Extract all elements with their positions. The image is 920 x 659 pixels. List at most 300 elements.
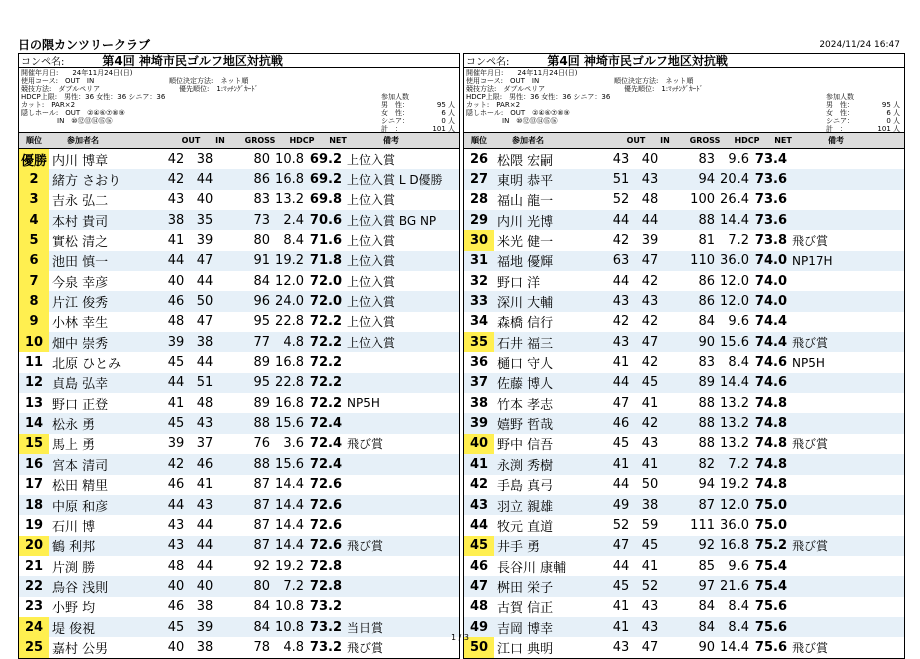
net-cell: 72.4 — [309, 456, 342, 472]
in-cell: 47 — [641, 639, 659, 655]
net-cell: 72.2 — [309, 395, 342, 411]
out-cell: 44 — [167, 497, 185, 513]
table-header — [19, 133, 459, 149]
header-net: NET — [774, 136, 792, 145]
table-row — [464, 230, 904, 250]
participant-counts — [381, 93, 455, 133]
in-cell: 39 — [196, 233, 214, 249]
hdcp-cell: 26.4 — [720, 192, 749, 208]
gross-cell: 90 — [698, 639, 715, 655]
competition-title: 第4回 神埼市民ゴルフ地区対抗戦 — [102, 54, 283, 68]
rank-cell: 26 — [469, 151, 489, 167]
in-cell: 52 — [641, 578, 659, 594]
remarks-cell: 上位入賞 BG NP — [347, 213, 437, 228]
net-cell: 75.2 — [754, 538, 787, 554]
rank-cell: 31 — [469, 253, 489, 269]
count-women: 女 性： 6 人 — [381, 109, 455, 117]
table-row — [19, 149, 459, 169]
net-cell: 74.8 — [754, 477, 787, 493]
cut-line: カット: PAR×2 — [21, 101, 76, 109]
in-cell: 35 — [196, 212, 214, 228]
rank-cell: 3 — [19, 190, 49, 210]
in-cell: 42 — [641, 314, 659, 330]
gross-cell: 95 — [253, 375, 270, 391]
rank-cell: 13 — [24, 395, 44, 411]
header-gross: GROSS — [244, 136, 276, 145]
out-cell: 42 — [167, 172, 185, 188]
hdcp-cell: 8.4 — [728, 355, 749, 371]
rank-cell: 40 — [464, 434, 494, 454]
gross-cell: 73 — [253, 212, 270, 228]
name-cell: 樋口 守人 — [497, 357, 554, 373]
hdcp-cell: 12.0 — [275, 273, 304, 289]
remarks-cell: 上位入賞 — [347, 295, 396, 310]
remarks-cell: 飛び賞 — [347, 539, 384, 554]
out-cell: 42 — [167, 456, 185, 472]
rank-cell: 15 — [19, 434, 49, 454]
rank-cell: 25 — [19, 637, 49, 657]
header-hdcp: HDCP — [734, 136, 760, 145]
table-row — [19, 169, 459, 189]
out-cell: 43 — [167, 538, 185, 554]
out-cell: 44 — [167, 375, 185, 391]
name-cell: 永渕 秀樹 — [497, 458, 554, 474]
gross-cell: 84 — [698, 599, 715, 615]
in-cell: 42 — [641, 273, 659, 289]
rank-cell: 32 — [469, 273, 489, 289]
rank-method: 順位決定方法: ネット順 — [169, 77, 249, 85]
name-cell: 本村 貴司 — [52, 214, 109, 230]
net-cell: 74.0 — [754, 253, 787, 269]
gross-cell: 86 — [698, 273, 715, 289]
rank-method: 順位決定方法: ネット順 — [614, 77, 694, 85]
table-row — [464, 373, 904, 393]
hdcp-cell: 12.0 — [720, 273, 749, 289]
gross-cell: 97 — [698, 578, 715, 594]
rank-cell: 36 — [469, 355, 489, 371]
out-cell: 63 — [612, 253, 630, 269]
name-cell: 北原 ひとみ — [52, 357, 122, 373]
rank-cell: 22 — [24, 578, 44, 594]
remarks-cell: NP5H — [347, 396, 380, 411]
rank-cell: 49 — [469, 619, 489, 635]
net-cell: 74.6 — [754, 355, 787, 371]
name-cell: 松永 勇 — [52, 418, 96, 434]
hdcp-cell: 14.4 — [275, 538, 304, 554]
net-cell: 73.8 — [754, 233, 787, 249]
count-women: 女 性： 6 人 — [826, 109, 900, 117]
gross-cell: 91 — [253, 253, 270, 269]
name-cell: 江口 典明 — [497, 641, 554, 657]
net-cell: 74.8 — [754, 456, 787, 472]
remarks-cell: 飛び賞 — [792, 437, 829, 452]
hdcp-cell: 8.4 — [283, 233, 304, 249]
gross-cell: 110 — [690, 253, 715, 269]
hdcp-cell: 16.8 — [275, 395, 304, 411]
table-row — [19, 393, 459, 413]
name-cell: 吉岡 博幸 — [497, 621, 554, 637]
out-cell: 41 — [612, 456, 630, 472]
gross-cell: 88 — [698, 416, 715, 432]
gross-cell: 94 — [698, 477, 715, 493]
hdcp-cell: 4.8 — [283, 639, 304, 655]
out-cell: 46 — [167, 599, 185, 615]
date-line: 開催年月日: 24年11月24日(日) — [466, 69, 578, 77]
out-cell: 41 — [612, 619, 630, 635]
header-gross: GROSS — [689, 136, 721, 145]
remarks-cell: 飛び賞 — [792, 335, 829, 350]
rank-cell: 14 — [24, 416, 44, 432]
out-cell: 42 — [612, 314, 630, 330]
hdcp-cell: 20.4 — [720, 172, 749, 188]
in-cell: 43 — [196, 416, 214, 432]
net-cell: 74.8 — [754, 436, 787, 452]
count-total: 計 ： 101 人 — [826, 125, 900, 133]
table-row — [464, 475, 904, 495]
hdcp-cell: 36.0 — [720, 253, 749, 269]
rank-cell: 優勝 — [19, 149, 49, 169]
table-row — [464, 393, 904, 413]
table-row — [19, 332, 459, 352]
header-in: IN — [215, 136, 225, 145]
out-cell: 45 — [167, 416, 185, 432]
rank-cell: 46 — [469, 558, 489, 574]
rank-cell: 6 — [19, 251, 49, 271]
out-cell: 42 — [612, 233, 630, 249]
name-cell: 長谷川 康輔 — [497, 560, 567, 576]
gross-cell: 87 — [253, 538, 270, 554]
in-cell: 47 — [196, 253, 214, 269]
net-cell: 75.6 — [754, 639, 787, 655]
name-cell: 馬上 勇 — [52, 438, 96, 454]
name-cell: 内川 光博 — [497, 214, 554, 230]
name-cell: 嘉村 公男 — [52, 641, 109, 657]
out-cell: 44 — [612, 477, 630, 493]
gross-cell: 87 — [253, 517, 270, 533]
hdcp-cell: 2.4 — [283, 212, 304, 228]
name-cell: 森橋 信行 — [497, 316, 554, 332]
net-cell: 73.2 — [309, 619, 342, 635]
hdcp-cell: 14.4 — [720, 212, 749, 228]
table-row — [19, 475, 459, 495]
out-cell: 52 — [612, 192, 630, 208]
table-row — [19, 210, 459, 230]
competition-title: 第4回 神埼市民ゴルフ地区対抗戦 — [547, 54, 728, 68]
hdcp-cell: 9.6 — [728, 558, 749, 574]
hdcp-cell: 16.8 — [275, 355, 304, 371]
hdcp-cell: 4.8 — [283, 334, 304, 350]
in-cell: 38 — [196, 599, 214, 615]
hdcp-cell: 3.6 — [283, 436, 304, 452]
course-line: 使用コース: OUT IN — [21, 77, 95, 85]
in-cell: 38 — [196, 151, 214, 167]
gross-cell: 78 — [253, 639, 270, 655]
net-cell: 73.2 — [309, 639, 342, 655]
gross-cell: 80 — [253, 151, 270, 167]
in-cell: 39 — [196, 619, 214, 635]
hdcp-cell: 7.2 — [728, 456, 749, 472]
out-cell: 44 — [612, 212, 630, 228]
net-cell: 72.2 — [309, 355, 342, 371]
hdcp-cell: 19.2 — [720, 477, 749, 493]
hdcp-cell: 10.8 — [275, 599, 304, 615]
name-cell: 松田 精里 — [52, 479, 109, 495]
net-cell: 72.0 — [309, 273, 342, 289]
remarks-cell: 上位入賞 — [347, 193, 396, 208]
cut-line: カット: PAR×2 — [466, 101, 521, 109]
header-remarks: 備考 — [828, 136, 844, 145]
gross-cell: 83 — [698, 355, 715, 371]
in-cell: 43 — [641, 172, 659, 188]
out-cell: 45 — [612, 436, 630, 452]
in-cell: 40 — [641, 151, 659, 167]
in-cell: 47 — [196, 314, 214, 330]
table-row — [464, 291, 904, 311]
net-cell: 72.4 — [309, 416, 342, 432]
gross-cell: 111 — [690, 517, 715, 533]
out-cell: 40 — [167, 273, 185, 289]
gross-cell: 95 — [253, 314, 270, 330]
name-cell: 鳥谷 浅則 — [52, 580, 109, 596]
name-cell: 片江 俊秀 — [52, 296, 109, 312]
rank-cell: 19 — [24, 517, 44, 533]
hdcp-line: HDCP上限: 男性：36 女性：36 シニア：36 — [21, 93, 166, 101]
rank-cell: 2 — [19, 169, 49, 189]
header-hdcp: HDCP — [289, 136, 315, 145]
net-cell: 75.0 — [754, 497, 787, 513]
name-cell: 片渕 勝 — [52, 560, 96, 576]
header-name: 参加者名 — [512, 136, 544, 145]
gross-cell: 89 — [253, 395, 270, 411]
in-cell: 43 — [641, 599, 659, 615]
in-cell: 42 — [641, 355, 659, 371]
net-cell: 71.8 — [309, 253, 342, 269]
table-row — [19, 373, 459, 393]
out-cell: 46 — [167, 294, 185, 310]
net-cell: 73.2 — [309, 599, 342, 615]
remarks-cell: NP5H — [792, 355, 825, 370]
name-cell: 井手 勇 — [497, 540, 541, 556]
in-cell: 43 — [641, 436, 659, 452]
net-cell: 70.6 — [309, 212, 342, 228]
out-cell: 43 — [612, 639, 630, 655]
name-cell: 畑中 崇秀 — [52, 336, 109, 352]
out-cell: 52 — [612, 517, 630, 533]
hdcp-cell: 22.8 — [275, 314, 304, 330]
out-cell: 43 — [612, 334, 630, 350]
gross-cell: 88 — [253, 456, 270, 472]
hdcp-cell: 16.8 — [720, 538, 749, 554]
net-cell: 72.0 — [309, 294, 342, 310]
table-header — [464, 133, 904, 149]
gross-cell: 83 — [253, 192, 270, 208]
net-cell: 75.4 — [754, 558, 787, 574]
name-cell: 鶴 利邦 — [52, 540, 96, 556]
name-cell: 宮本 清司 — [52, 458, 109, 474]
out-cell: 48 — [167, 314, 185, 330]
rank-cell: 11 — [24, 355, 44, 371]
table-row — [19, 190, 459, 210]
method-line: 競技方法: ダブルペリア — [21, 85, 101, 93]
in-cell: 44 — [641, 212, 659, 228]
net-cell: 72.8 — [309, 558, 342, 574]
rank-cell: 41 — [469, 456, 489, 472]
gross-cell: 77 — [253, 334, 270, 350]
in-cell: 43 — [641, 294, 659, 310]
in-cell: 50 — [196, 294, 214, 310]
hdcp-cell: 21.6 — [720, 578, 749, 594]
gross-cell: 88 — [698, 436, 715, 452]
net-cell: 74.4 — [754, 314, 787, 330]
out-cell: 49 — [612, 497, 630, 513]
participants-label: 参加人数 — [381, 93, 409, 101]
remarks-cell: 上位入賞 — [347, 274, 396, 289]
table-row — [464, 515, 904, 535]
hdcp-cell: 9.6 — [728, 314, 749, 330]
out-cell: 46 — [167, 477, 185, 493]
out-cell: 51 — [612, 172, 630, 188]
rank-cell: 34 — [469, 314, 489, 330]
out-cell: 43 — [167, 192, 185, 208]
name-cell: 野口 正登 — [52, 397, 109, 413]
table-row — [19, 495, 459, 515]
in-cell: 41 — [641, 395, 659, 411]
gross-cell: 76 — [253, 436, 270, 452]
header-rank: 順位 — [26, 136, 42, 145]
in-cell: 37 — [196, 436, 214, 452]
net-cell: 72.8 — [309, 578, 342, 594]
net-cell: 75.6 — [754, 599, 787, 615]
net-cell: 69.8 — [309, 192, 342, 208]
header-remarks: 備考 — [383, 136, 399, 145]
name-cell: 古賀 信正 — [497, 601, 554, 617]
remarks-cell: 飛び賞 — [792, 640, 829, 655]
course-line: 使用コース: OUT IN — [466, 77, 540, 85]
out-cell: 47 — [612, 395, 630, 411]
net-cell: 69.2 — [309, 172, 342, 188]
in-cell: 50 — [641, 477, 659, 493]
out-cell: 42 — [167, 151, 185, 167]
hdcp-cell: 19.2 — [275, 558, 304, 574]
gross-cell: 89 — [253, 355, 270, 371]
rank-cell: 37 — [469, 375, 489, 391]
in-cell: 38 — [641, 497, 659, 513]
net-cell: 72.6 — [309, 477, 342, 493]
gross-cell: 90 — [698, 334, 715, 350]
name-cell: 松隈 宏嗣 — [497, 153, 554, 169]
name-cell: 石井 福三 — [497, 336, 554, 352]
table-row — [19, 434, 459, 454]
gross-cell: 88 — [253, 416, 270, 432]
in-cell: 44 — [196, 538, 214, 554]
hdcp-cell: 15.6 — [720, 334, 749, 350]
header-name: 参加者名 — [67, 136, 99, 145]
gross-cell: 84 — [698, 314, 715, 330]
gross-cell: 82 — [698, 456, 715, 472]
hdcp-cell: 12.0 — [720, 294, 749, 310]
remarks-cell: 当日賞 — [347, 620, 384, 635]
out-cell: 43 — [612, 151, 630, 167]
header-in: IN — [660, 136, 670, 145]
hdcp-cell: 13.2 — [720, 395, 749, 411]
hdcp-cell: 15.6 — [275, 416, 304, 432]
name-cell: 米光 健一 — [497, 235, 554, 251]
gross-cell: 92 — [698, 538, 715, 554]
hdcp-cell: 13.2 — [720, 416, 749, 432]
table-row — [19, 271, 459, 291]
hdcp-cell: 12.0 — [720, 497, 749, 513]
hdcp-cell: 24.0 — [275, 294, 304, 310]
out-cell: 43 — [612, 294, 630, 310]
rank-cell: 43 — [469, 497, 489, 513]
gross-cell: 100 — [690, 192, 715, 208]
name-cell: 野口 洋 — [497, 275, 541, 291]
name-cell: 今泉 幸彦 — [52, 275, 109, 291]
hdcp-cell: 10.8 — [275, 151, 304, 167]
hdcp-cell: 16.8 — [275, 172, 304, 188]
table-row — [19, 454, 459, 474]
table-row — [464, 597, 904, 617]
remarks-cell: 飛び賞 — [347, 640, 384, 655]
rank-cell: 35 — [464, 332, 494, 352]
rank-cell: 9 — [19, 312, 49, 332]
table-row — [19, 597, 459, 617]
rank-cell: 4 — [19, 210, 49, 230]
table-row — [19, 556, 459, 576]
in-cell: 40 — [196, 192, 214, 208]
hdcp-cell: 14.4 — [720, 639, 749, 655]
in-cell: 44 — [196, 517, 214, 533]
table-row — [464, 169, 904, 189]
in-cell: 44 — [196, 558, 214, 574]
table-row — [464, 210, 904, 230]
gross-cell: 85 — [698, 558, 715, 574]
info-middle — [614, 77, 703, 93]
gross-cell: 88 — [698, 395, 715, 411]
net-cell: 72.6 — [309, 517, 342, 533]
remarks-cell: 上位入賞 — [347, 335, 396, 350]
net-cell: 73.6 — [754, 212, 787, 228]
gross-cell: 88 — [698, 212, 715, 228]
info-left — [21, 69, 165, 125]
in-cell: 47 — [641, 253, 659, 269]
name-cell: 桝田 栄子 — [497, 580, 554, 596]
net-cell: 74.8 — [754, 416, 787, 432]
gross-cell: 87 — [253, 497, 270, 513]
table-row — [464, 352, 904, 372]
net-cell: 71.6 — [309, 233, 342, 249]
name-cell: 小野 均 — [52, 601, 96, 617]
hidden-in-line: IN ⑩⑫⑬⑭⑮⑯ — [502, 117, 558, 125]
out-cell: 41 — [612, 355, 630, 371]
priority: 優先順位: 1:ﾏｯﾁﾝｸﾞｶｰﾄﾞ — [179, 85, 259, 93]
table-row — [19, 230, 459, 250]
hdcp-cell: 36.0 — [720, 517, 749, 533]
hdcp-cell: 10.8 — [275, 619, 304, 635]
count-men: 男 性： 95 人 — [381, 101, 455, 109]
in-cell: 45 — [641, 538, 659, 554]
name-cell: 堤 俊視 — [52, 621, 96, 637]
out-cell: 41 — [167, 233, 185, 249]
rank-cell: 29 — [469, 212, 489, 228]
table-row — [464, 332, 904, 352]
in-cell: 41 — [196, 477, 214, 493]
in-cell: 44 — [196, 172, 214, 188]
gross-cell: 84 — [253, 273, 270, 289]
count-total: 計 ： 101 人 — [381, 125, 455, 133]
rank-cell: 45 — [464, 536, 494, 556]
name-cell: 池田 慎一 — [52, 255, 109, 271]
